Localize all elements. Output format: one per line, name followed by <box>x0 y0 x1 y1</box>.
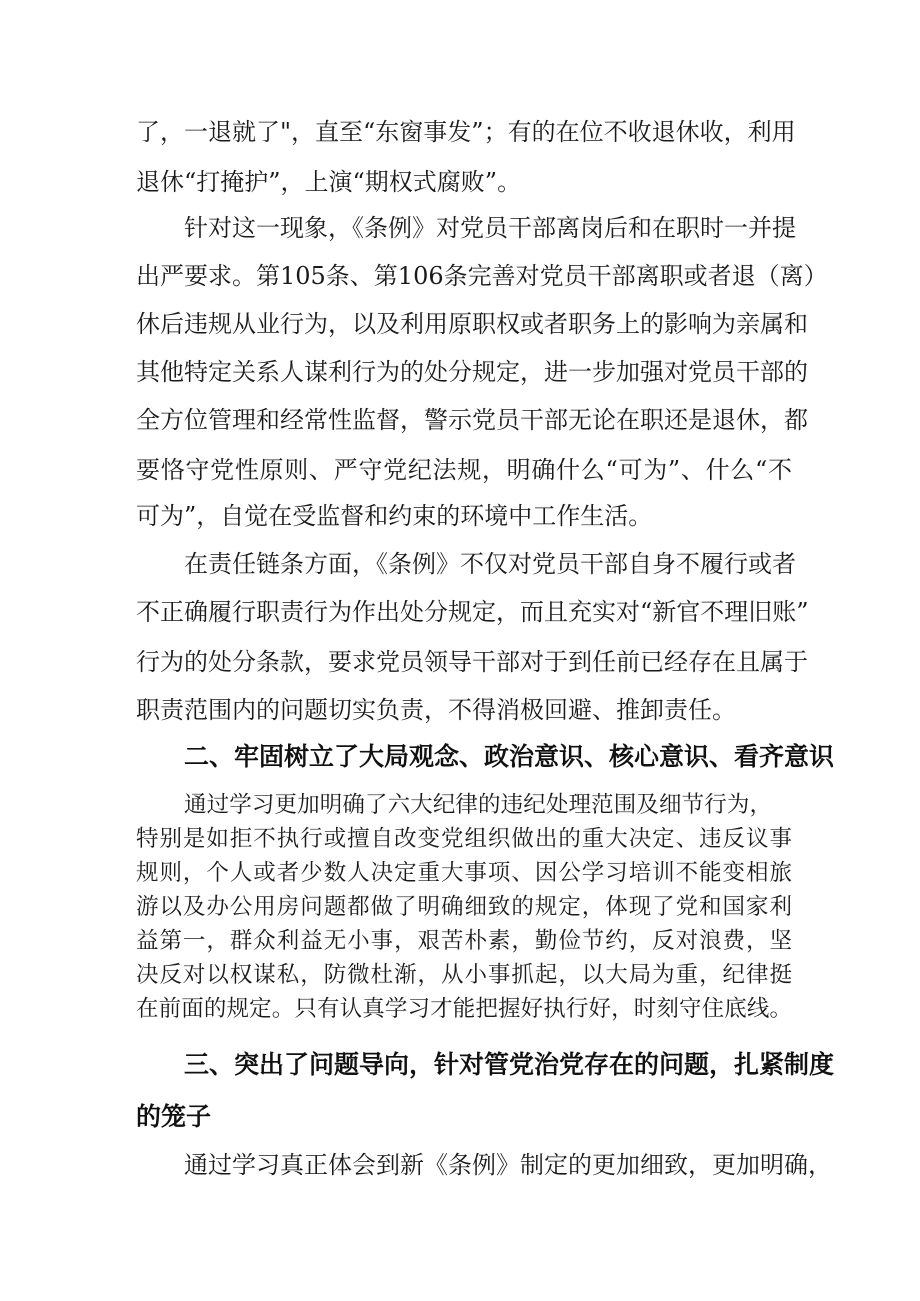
paragraph-3-line-3: 行为的处分条款，要求党员领导干部对于到任前已经存在且属于 <box>136 648 808 676</box>
paragraph-4-line-2: 特别是如拒不执行或擅自改变党组织做出的重大决定、违反议事 <box>136 826 792 852</box>
paragraph-2-line-5: 全方位管理和经常性监督，警示党员干部无论在职还是退休，都 <box>136 406 808 434</box>
paragraph-1-line-2: 退休“打掩护”，上演“期权式腐败”。 <box>136 168 522 196</box>
paragraph-3-line-1: 在责任链条方面，《条例》不仅对党员干部自身不履行或者 <box>184 550 796 578</box>
section-heading-2: 二、牢固树立了大局观念、政治意识、核心意识、看齐意识 <box>184 742 835 771</box>
paragraph-4-line-1: 通过学习更加明确了六大纪律的违纪处理范围及细节行为， <box>184 792 772 818</box>
paragraph-2-line-3: 休后违规从业行为，以及利用原职权或者职务上的影响为亲属和 <box>136 310 808 338</box>
paragraph-4-line-3: 规则，个人或者少数人决定重大事项、因公学习培训不能变相旅 <box>136 860 792 886</box>
paragraph-4-line-4: 游以及办公用房问题都做了明确细致的规定，体现了党和国家利 <box>136 894 792 920</box>
paragraph-5-line-1: 通过学习真正体会到新《条例》制定的更加细致，更加明确， <box>184 1151 832 1179</box>
paragraph-2-line-2: 出严要求。第105条、第106条完善对党员干部离职或者退（离） <box>136 262 828 290</box>
paragraph-3-line-4: 职责范围内的问题切实负责，不得消极回避、推卸责任。 <box>136 696 736 724</box>
section-heading-3-line-2: 的笼子 <box>136 1102 212 1131</box>
paragraph-1-line-1: 了，一退就了"，直至“东窗事发”；有的在位不收退休收，利用 <box>136 118 796 146</box>
paragraph-4-line-7: 在前面的规定。只有认真学习才能把握好执行好，时刻守住底线。 <box>136 996 792 1022</box>
paragraph-2-line-1: 针对这一现象，《条例》对党员干部离岗后和在职时一并提 <box>184 214 796 242</box>
section-heading-3-line-1: 三、突出了问题导向，针对管党治党存在的问题，扎紧制度 <box>184 1050 835 1079</box>
paragraph-2-line-7: 可为”，自觉在受监督和约束的环境中工作生活。 <box>136 502 653 530</box>
paragraph-4-line-6: 决反对以权谋私，防微杜渐，从小事抓起，以大局为重，纪律挺 <box>136 962 792 988</box>
paragraph-2-line-6: 要恪守党性原则、严守党纪法规，明确什么“可为”、什么“不 <box>136 456 792 484</box>
paragraph-2-line-4: 其他特定关系人谋利行为的处分规定，进一步加强对党员干部的 <box>136 358 808 386</box>
paragraph-3-line-2: 不正确履行职责行为作出处分规定，而且充实对“新官不理旧账” <box>136 598 809 626</box>
paragraph-4-line-5: 益第一，群众利益无小事，艰苦朴素，勤俭节约，反对浪费，坚 <box>136 928 792 954</box>
